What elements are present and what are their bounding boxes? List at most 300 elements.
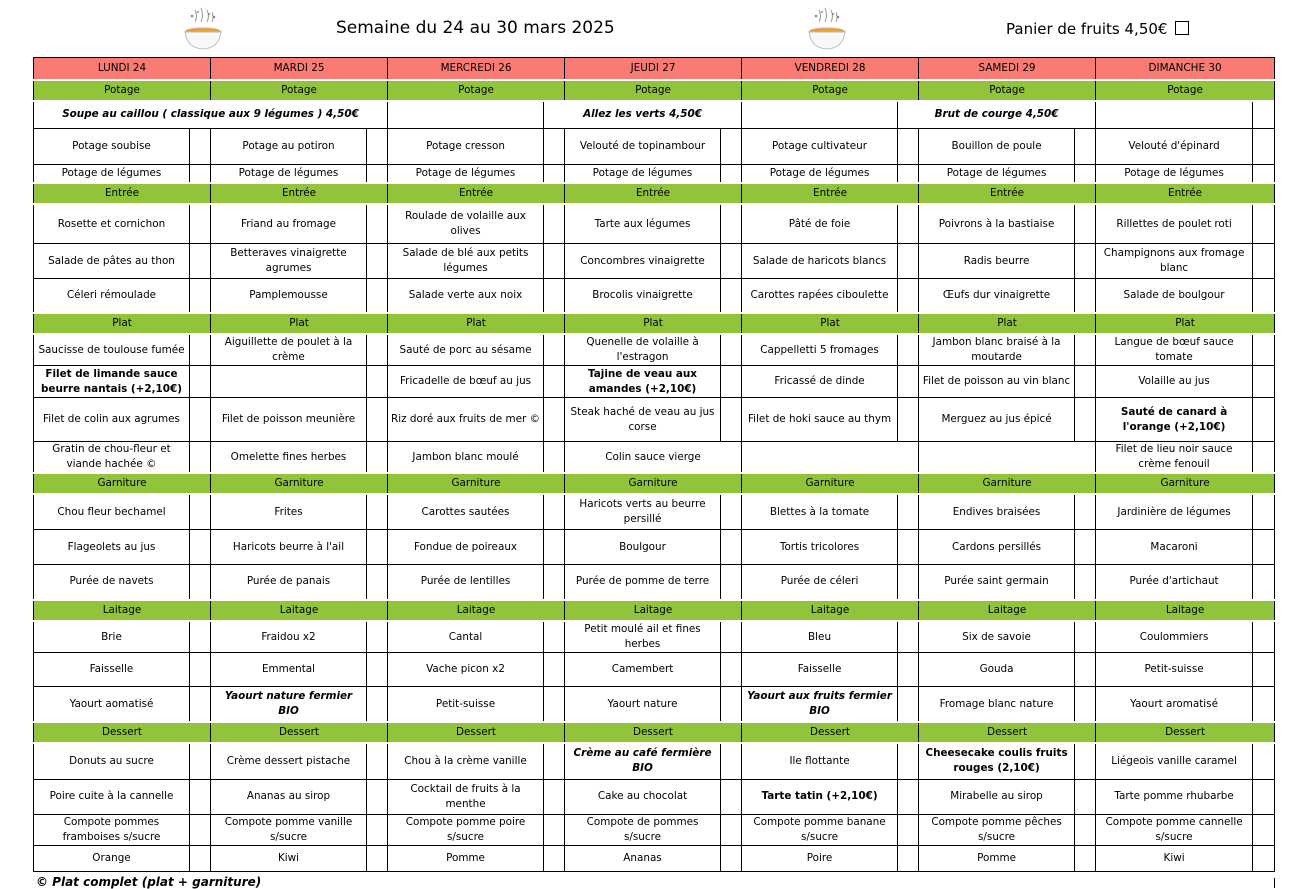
order-box[interactable] [1253,621,1275,653]
menu-item: Potage au potiron [211,129,367,165]
order-box[interactable] [544,244,565,279]
menu-item: Filet de hoki sauce au thym [742,398,898,442]
menu-item: Bouillon de poule [919,129,1075,165]
menu-item: Boulgour [565,530,721,565]
soup-bowl-icon [805,6,849,52]
order-box[interactable] [190,129,211,165]
menu-item: Céleri rémoulade [34,279,190,313]
order-box[interactable] [898,494,919,529]
order-box[interactable] [367,687,388,722]
order-box[interactable] [190,165,211,183]
menu-item: Pâté de foie [742,204,898,244]
fruit-basket-label: Panier de fruits 4,50€ [1006,20,1168,38]
menu-item: Yaourt aomatisé [34,687,190,722]
order-box[interactable] [898,165,919,183]
order-box[interactable] [1075,845,1096,871]
section-header-plat: Plat [1096,313,1275,334]
section-header-garniture: Garniture [565,473,742,494]
menu-item: Fraidou x2 [211,621,367,653]
menu-item: Liégeois vanille caramel [1096,743,1253,779]
menu-item: Pomme [919,845,1075,871]
order-box[interactable] [367,398,388,442]
order-box[interactable] [898,334,919,366]
menu-item: Carottes sautées [388,494,544,529]
menu-item: Steak haché de veau au jus corse [565,398,721,442]
order-box[interactable] [544,165,565,183]
menu-item: Gratin de chou-fleur et viande hachée © [34,442,190,474]
order-box[interactable] [721,334,742,366]
order-box[interactable] [544,494,565,529]
section-header-plat: Plat [742,313,919,334]
menu-item: Compote pomme banane s/sucre [742,814,898,845]
section-header-laitage: Laitage [34,600,211,621]
menu-item: Tarte pomme rhubarbe [1096,779,1253,814]
section-header-garniture: Garniture [919,473,1096,494]
order-box[interactable] [898,279,919,313]
order-box[interactable] [1253,129,1275,165]
menu-item: Ile flottante [742,743,898,779]
order-box[interactable] [898,398,919,442]
order-box[interactable] [367,621,388,653]
order-box[interactable] [367,743,388,779]
order-box[interactable] [1075,743,1096,779]
menu-item: Six de savoie [919,621,1075,653]
order-box[interactable] [1075,244,1096,279]
order-box[interactable] [1253,334,1275,366]
order-box[interactable] [721,743,742,779]
menu-item: Filet de limande sauce beurre nantais (+2,10€) [34,366,190,398]
section-header-laitage: Laitage [388,600,565,621]
section-header-dessert: Dessert [211,722,388,743]
section-header-entree: Entrée [565,183,742,204]
menu-item: Salade de boulgour [1096,279,1253,313]
menu-item: Donuts au sucre [34,743,190,779]
menu-item: Sauté de canard à l'orange (+2,10€) [1096,398,1253,442]
menu-item: Vache picon x2 [388,653,544,687]
order-box[interactable] [1075,279,1096,313]
order-box[interactable] [721,165,742,183]
order-box[interactable] [367,334,388,366]
menu-item: Orange [34,845,190,871]
menu-item: Compote pomme poire s/sucre [388,814,544,845]
order-box[interactable] [1075,687,1096,722]
menu-item: Colin sauce vierge [565,442,742,474]
order-box[interactable] [544,845,565,871]
section-header-garniture: Garniture [742,473,919,494]
menu-item: Potage de légumes [388,165,544,183]
order-box[interactable] [1253,494,1275,529]
order-box[interactable] [1253,845,1275,871]
menu-item: Sauté de porc au sésame [388,334,544,366]
section-header-garniture: Garniture [1096,473,1275,494]
menu-item: Champignons aux fromage blanc [1096,244,1253,279]
section-header-entree: Entrée [742,183,919,204]
menu-item: Betteraves vinaigrette agrumes [211,244,367,279]
menu-item: Rillettes de poulet roti [1096,204,1253,244]
menu-item: Volaille au jus [1096,366,1253,398]
menu-item: Yaourt aux fruits fermier BIO [742,687,898,722]
menu-item: Blettes à la tomate [742,494,898,529]
order-box[interactable] [721,129,742,165]
order-box[interactable] [1253,779,1275,814]
order-box[interactable] [1075,129,1096,165]
menu-item: Haricots verts au beurre persillé [565,494,721,529]
order-box[interactable] [898,687,919,722]
order-box[interactable] [721,244,742,279]
order-box[interactable] [544,334,565,366]
menu-item: Fricassé de dinde [742,366,898,398]
menu-item: Salade de pâtes au thon [34,244,190,279]
order-box[interactable] [367,204,388,244]
section-header-entree: Entrée [34,183,211,204]
order-box[interactable] [1253,244,1275,279]
order-box[interactable] [1075,779,1096,814]
menu-item: Purée de panais [211,565,367,600]
menu-item: Petit-suisse [1096,653,1253,687]
menu-item: Rosette et cornichon [34,204,190,244]
menu-item: Potage cultivateur [742,129,898,165]
menu-item: Petit moulé ail et fines herbes [565,621,721,653]
section-header-garniture: Garniture [388,473,565,494]
menu-item: Flageolets au jus [34,530,190,565]
order-box[interactable] [367,653,388,687]
soup-bowl-icon [181,6,225,52]
order-box[interactable] [721,279,742,313]
order-box[interactable] [1253,204,1275,244]
order-box[interactable] [1075,398,1096,442]
order-box[interactable] [1253,814,1275,845]
menu-item: Purée de pomme de terre [565,565,721,600]
order-box[interactable] [1075,165,1096,183]
fruit-basket-checkbox[interactable] [1175,21,1189,35]
day-header: DIMANCHE 30 [1096,58,1275,80]
order-box[interactable] [367,244,388,279]
menu-item: Yaourt aromatisé [1096,687,1253,722]
order-box[interactable] [721,398,742,442]
order-box[interactable] [190,814,211,845]
order-box[interactable] [544,743,565,779]
order-box[interactable] [1253,279,1275,313]
menu-item: Velouté d'épinard [1096,129,1253,165]
menu-item: Brocolis vinaigrette [565,279,721,313]
special-order-box[interactable] [742,101,898,129]
order-box[interactable] [190,204,211,244]
menu-item: Tarte tatin (+2,10€) [742,779,898,814]
order-box[interactable] [898,814,919,845]
order-box[interactable] [367,779,388,814]
order-box[interactable] [898,244,919,279]
order-box[interactable] [898,845,919,871]
order-box[interactable] [544,279,565,313]
order-box[interactable] [190,845,211,871]
order-box[interactable] [898,621,919,653]
menu-item: Purée d'artichaut [1096,565,1253,600]
menu-item: Ananas [565,845,721,871]
menu-item: Filet de poisson au vin blanc [919,366,1075,398]
menu-item: Potage de légumes [211,165,367,183]
menu-item: Potage cresson [388,129,544,165]
menu-item: Frites [211,494,367,529]
section-header-plat: Plat [919,313,1096,334]
order-box[interactable] [190,244,211,279]
order-box[interactable] [190,743,211,779]
menu-item: Cake au chocolat [565,779,721,814]
footnote: © Plat complet (plat + garniture) [36,875,262,889]
menu-item: Jambon blanc moulé [388,442,544,474]
order-box[interactable] [1253,743,1275,779]
order-box[interactable] [367,366,388,398]
menu-item: Purée saint germain [919,565,1075,600]
order-box[interactable] [190,398,211,442]
order-box[interactable] [1253,530,1275,565]
section-header-laitage: Laitage [565,600,742,621]
order-box[interactable] [898,204,919,244]
empty-cell [919,442,1096,474]
menu-item: Chou fleur bechamel [34,494,190,529]
order-box[interactable] [1075,334,1096,366]
order-box[interactable] [190,565,211,600]
order-box[interactable] [190,442,211,474]
section-header-laitage: Laitage [211,600,388,621]
order-box[interactable] [544,442,565,474]
section-header-plat: Plat [565,313,742,334]
menu-item: Carottes rapées ciboulette [742,279,898,313]
order-box[interactable] [544,398,565,442]
menu-item: Concombres vinaigrette [565,244,721,279]
menu-item: Haricots beurre à l'ail [211,530,367,565]
menu-item: Salade de blé aux petits légumes [388,244,544,279]
order-box[interactable] [1075,814,1096,845]
section-header-entree: Entrée [388,183,565,204]
section-header-dessert: Dessert [1096,722,1275,743]
special-order-box[interactable] [1096,101,1253,129]
order-box[interactable] [544,366,565,398]
order-box[interactable] [1253,442,1275,474]
menu-item: Pomme [388,845,544,871]
menu-item: Cheesecake coulis fruits rouges (2,10€) [919,743,1075,779]
menu-item [211,366,367,398]
section-header-plat: Plat [211,313,388,334]
order-box[interactable] [544,621,565,653]
order-box[interactable] [367,442,388,474]
menu-item: Jambon blanc braisé à la moutarde [919,334,1075,366]
order-box[interactable] [721,565,742,600]
order-box[interactable] [898,565,919,600]
order-box[interactable] [721,366,742,398]
order-box[interactable] [721,530,742,565]
order-box[interactable] [190,621,211,653]
order-box[interactable] [898,653,919,687]
order-box[interactable] [190,779,211,814]
menu-item: Tajine de veau aux amandes (+2,10€) [565,366,721,398]
menu-item: Purée de lentilles [388,565,544,600]
menu-item: Crème au café fermière BIO [565,743,721,779]
menu-item: Merguez au jus épicé [919,398,1075,442]
order-box[interactable] [898,743,919,779]
menu-item: Potage de légumes [742,165,898,183]
menu-item: Kiwi [211,845,367,871]
order-box[interactable] [898,779,919,814]
order-box[interactable] [721,621,742,653]
menu-item: Compote pomme vanille s/sucre [211,814,367,845]
order-box[interactable] [898,129,919,165]
menu-item: Mirabelle au sirop [919,779,1075,814]
order-box[interactable] [721,653,742,687]
menu-item: Tarte aux légumes [565,204,721,244]
order-box[interactable] [1253,165,1275,183]
section-header-dessert: Dessert [742,722,919,743]
order-box[interactable] [190,653,211,687]
menu-item: Saucisse de toulouse fumée [34,334,190,366]
menu-item: Brie [34,621,190,653]
order-box[interactable] [544,779,565,814]
order-box[interactable] [544,565,565,600]
menu-item: Emmental [211,653,367,687]
section-header-entree: Entrée [1096,183,1275,204]
order-box[interactable] [1075,621,1096,653]
order-box[interactable] [1075,530,1096,565]
order-box[interactable] [367,129,388,165]
menu-item: Salade verte aux noix [388,279,544,313]
menu-table [33,57,1275,872]
order-box[interactable] [1253,653,1275,687]
order-box[interactable] [544,814,565,845]
menu-item: Chou à la crème vanille [388,743,544,779]
order-box[interactable] [544,129,565,165]
order-box[interactable] [190,530,211,565]
menu-item: Tortis tricolores [742,530,898,565]
order-box[interactable] [1253,687,1275,722]
menu-item: Potage soubise [34,129,190,165]
menu-item: Potage de légumes [1096,165,1253,183]
order-box[interactable] [1075,366,1096,398]
order-box[interactable] [721,687,742,722]
order-box[interactable] [1075,494,1096,529]
menu-item: Ananas au sirop [211,779,367,814]
section-header-entree: Entrée [211,183,388,204]
section-header-plat: Plat [388,313,565,334]
menu-item: Purée de navets [34,565,190,600]
order-box[interactable] [367,565,388,600]
menu-item: Faisselle [34,653,190,687]
order-box[interactable] [721,204,742,244]
order-box[interactable] [367,814,388,845]
menu-item: Roulade de volaille aux olives [388,204,544,244]
menu-item: Coulommiers [1096,621,1253,653]
day-header: SAMEDI 29 [919,58,1096,80]
order-box[interactable] [898,530,919,565]
menu-item: Potage de légumes [565,165,721,183]
day-header: JEUDI 27 [565,58,742,80]
order-box[interactable] [721,845,742,871]
order-box[interactable] [1253,565,1275,600]
order-box[interactable] [190,494,211,529]
order-box[interactable] [544,204,565,244]
order-box[interactable] [544,653,565,687]
order-box[interactable] [367,530,388,565]
menu-item: Langue de bœuf sauce tomate [1096,334,1253,366]
section-header-dessert: Dessert [34,722,211,743]
menu-item: Poire cuite à la cannelle [34,779,190,814]
order-box[interactable] [1253,398,1275,442]
order-box[interactable] [367,845,388,871]
day-header: MERCREDI 26 [388,58,565,80]
menu-item: Riz doré aux fruits de mer © [388,398,544,442]
section-header-potage: Potage [34,80,211,101]
order-box[interactable] [544,530,565,565]
special-order-box[interactable] [388,101,544,129]
menu-item: Jardinière de légumes [1096,494,1253,529]
page-edge [1274,878,1275,888]
order-box[interactable] [367,165,388,183]
section-header-laitage: Laitage [1096,600,1275,621]
section-header-laitage: Laitage [919,600,1096,621]
menu-item: Filet de poisson meunière [211,398,367,442]
section-header-dessert: Dessert [565,722,742,743]
menu-item: Radis beurre [919,244,1075,279]
order-box[interactable] [721,494,742,529]
menu-item: Kiwi [1096,845,1253,871]
special-soup: Soupe au caillou ( classique aux 9 légumes ) 4,50€ [34,101,388,129]
day-header: VENDREDI 28 [742,58,919,80]
menu-item: Potage de légumes [34,165,190,183]
menu-item: Cardons persillés [919,530,1075,565]
menu-item: Poivrons à la bastiaise [919,204,1075,244]
order-box[interactable] [190,334,211,366]
section-header-potage: Potage [1096,80,1275,101]
section-header-potage: Potage [565,80,742,101]
order-box[interactable] [190,687,211,722]
menu-item: Yaourt nature [565,687,721,722]
menu-item: Cocktail de fruits à la menthe [388,779,544,814]
menu-item: Purée de céleri [742,565,898,600]
menu-item: Omelette fines herbes [211,442,367,474]
day-header: MARDI 25 [211,58,388,80]
order-box[interactable] [898,366,919,398]
section-header-potage: Potage [742,80,919,101]
section-header-garniture: Garniture [34,473,211,494]
order-box[interactable] [544,687,565,722]
special-soup: Allez les verts 4,50€ [544,101,742,129]
menu-item: Potage de légumes [919,165,1075,183]
menu-item: Compote de pommes s/sucre [565,814,721,845]
menu-item: Bleu [742,621,898,653]
menu-item: Compote pomme cannelle s/sucre [1096,814,1253,845]
menu-item: Petit-suisse [388,687,544,722]
section-header-entree: Entrée [919,183,1096,204]
menu-item: Compote pommes framboises s/sucre [34,814,190,845]
order-box[interactable] [721,779,742,814]
menu-item: Filet de lieu noir sauce crème fenouil [1096,442,1253,474]
order-box[interactable] [1253,366,1275,398]
menu-item: Aiguillette de poulet à la crème [211,334,367,366]
order-box[interactable] [1075,204,1096,244]
order-box[interactable] [367,279,388,313]
order-box[interactable] [190,279,211,313]
menu-item: Salade de haricots blancs [742,244,898,279]
section-header-potage: Potage [919,80,1096,101]
menu-item: Cantal [388,621,544,653]
order-box[interactable] [721,814,742,845]
menu-item: Endives braisées [919,494,1075,529]
menu-item: Œufs dur vinaigrette [919,279,1075,313]
menu-item: Fondue de poireaux [388,530,544,565]
order-box[interactable] [190,366,211,398]
order-box[interactable] [1075,565,1096,600]
menu-title: Semaine du 24 au 30 mars 2025 [336,18,615,38]
order-box[interactable] [367,494,388,529]
order-box[interactable] [1075,653,1096,687]
